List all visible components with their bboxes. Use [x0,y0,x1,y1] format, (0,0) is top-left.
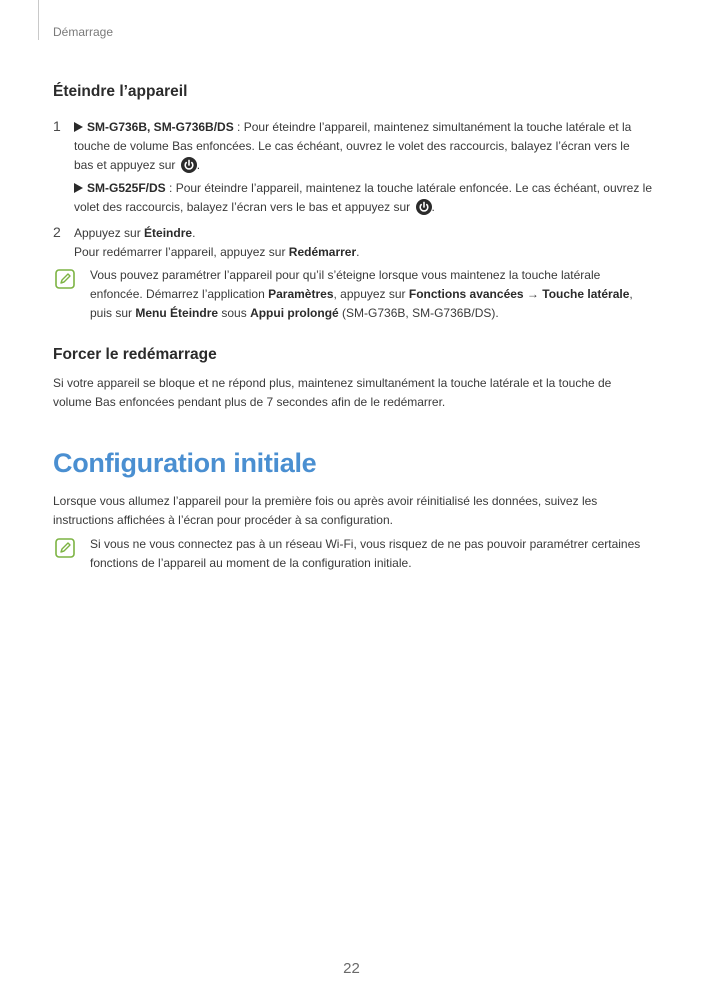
triangle-bullet-icon [74,183,83,193]
power-icon [181,157,197,173]
keyword-settings: Paramètres [268,287,334,301]
page-number: 22 [343,960,360,977]
step-number-2: 2 [53,224,61,240]
model-list-b: SM-G525F/DS [87,181,166,195]
step-1-models-a [74,118,652,175]
running-header: Démarrage [53,25,114,39]
step-1a-text: : Pour éteindre l’appareil, maintenez simultanément la touche latérale et la touche de volume Bas enfoncées. Le cas échéant, ouvrez le volet des raccourcis, balayez l’écran vers le bas et appuyez sur [74,120,632,172]
step-1-models-b [74,179,652,217]
section-title-force-restart: Forcer le redémarrage [53,346,217,363]
step-number-1: 1 [53,118,61,134]
power-icon [416,199,432,215]
note-pencil-icon [55,269,75,289]
keyword-power-off-menu: Menu Éteindre [135,306,219,320]
note-side-key: Vous pouvez paramétrer l’appareil pour qu’il s’éteigne lorsque vous maintenez la touche latérale enfoncée. Démarrez l’application Paramètres, appuyez sur Fonctions avancées → Touche latérale, puis sur Menu Éteindre sous Appui prolongé (SM-G736B, SM-G736B/DS). [90,268,633,320]
note-wifi: Si vous ne vous connectez pas à un réseau Wi-Fi, vous risquez de ne pas pouvoir paramétrer certaines fonctions de l’appareil au moment de la configuration initiale. [90,537,641,570]
initial-setup-text: Lorsque vous allumez l’appareil pour la première fois ou après avoir réinitialisé les données, suivez les instructions affichées à l’écran pour procéder à sa configuration. [53,494,598,527]
step-2-text [74,224,652,262]
note-pencil-icon [55,538,75,558]
step-1a-end: . [196,158,201,172]
keyword-advanced-features: Fonctions avancées [408,287,524,301]
step-2-line-2: Pour redémarrer l’appareil, appuyez sur Redémarrer. [74,245,360,259]
section-title-shutdown: Éteindre l’appareil [53,83,188,100]
header-rule [38,0,39,40]
step-2-line-1: Appuyez sur Éteindre. [74,226,196,240]
keyword-restart: Redémarrer [288,245,357,259]
page-title-initial-setup: Configuration initiale [53,448,317,478]
keyword-power-off: Éteindre [144,226,193,240]
force-restart-text: Si votre appareil se bloque et ne répond plus, maintenez simultanément la touche latérale et la touche de volume Bas enfoncées pendant plus de 7 secondes afin de le redémarrer. [53,376,612,409]
step-1b-end: . [431,200,435,214]
model-list-a: SM-G736B, SM-G736B/DS [87,120,234,134]
keyword-side-key: Touche latérale [542,287,630,301]
keyword-press-and-hold: Appui prolongé [250,306,339,320]
triangle-bullet-icon [74,122,83,132]
step-1b-text: : Pour éteindre l’appareil, maintenez la touche latérale enfoncée. Le cas échéant, ouvrez le volet des raccourcis, balayez l’écran vers le bas et appuyez sur [74,181,652,214]
